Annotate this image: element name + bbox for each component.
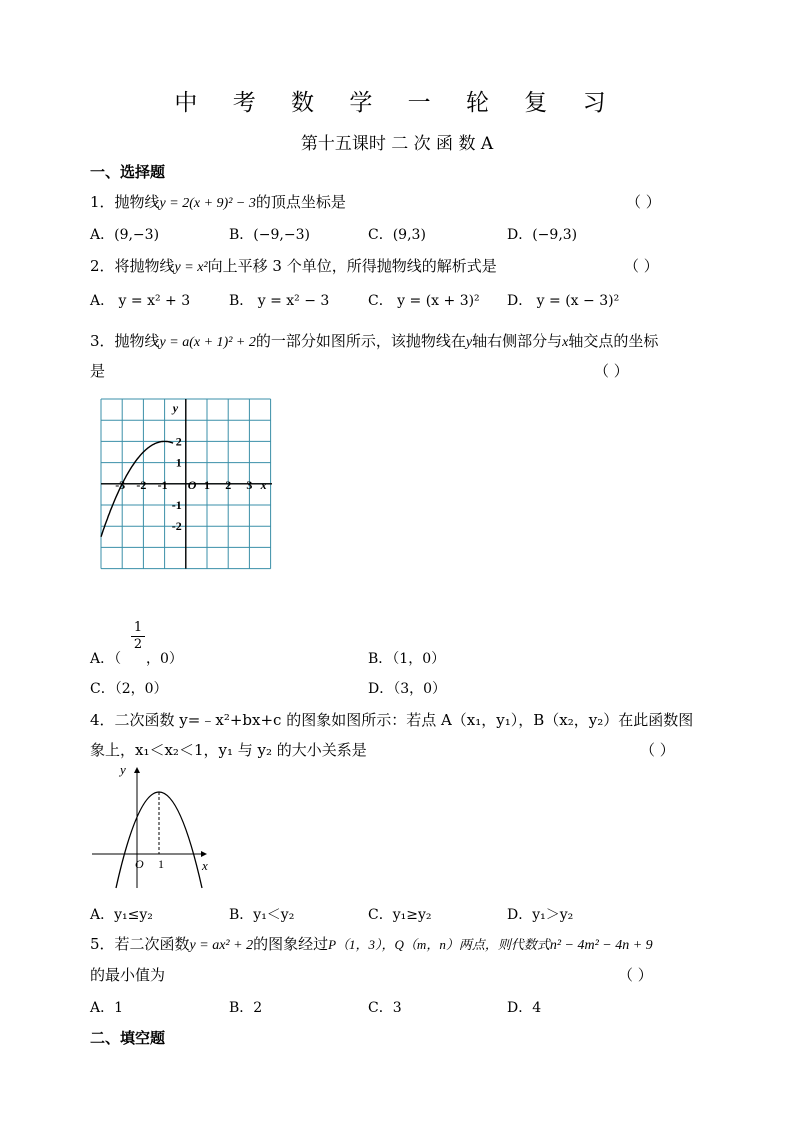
- fraction-denominator: 2: [133, 637, 143, 652]
- q4-x-label: x: [202, 858, 208, 873]
- question-3-suffix: 轴右侧部分与: [472, 332, 563, 350]
- question-2-suffix: 向上平移 3 个单位，所得抛物线的解析式是: [207, 257, 497, 275]
- fraction-numerator: 1: [133, 620, 143, 635]
- q5-option-b[interactable]: B．2: [229, 1000, 263, 1016]
- q3-option-c[interactable]: C．（2，0）: [90, 681, 168, 697]
- q4-option-b[interactable]: B．y₁＜y₂: [229, 907, 295, 923]
- question-5-line2: 的最小值为: [90, 966, 166, 984]
- q4-parabola-graph: [88, 762, 218, 894]
- page-subtitle: 第十五课时 二 次 函 数 A: [300, 134, 494, 154]
- q3-x-tick-label: 1: [204, 477, 210, 492]
- q1-option-a[interactable]: A．(9,−3): [90, 227, 160, 243]
- question-3-line2: 是: [90, 362, 106, 380]
- q3-option-b[interactable]: B．（1，0）: [368, 651, 446, 667]
- question-3-suffix2: 轴交点的坐标: [568, 332, 659, 350]
- q4-tick-1: 1: [158, 857, 164, 871]
- question-2-formula: y = x²: [174, 260, 208, 275]
- q3-y-tick-label: 2: [175, 434, 182, 449]
- question-3-middle: 的一部分如图所示，该抛物线在: [255, 332, 466, 350]
- answer-blank-4[interactable]: （ ）: [640, 741, 675, 759]
- q3-x-tick-label: -3: [115, 477, 126, 492]
- q5-option-d[interactable]: D．4: [507, 1000, 542, 1016]
- question-1: [90, 191, 346, 212]
- q3-y-label: y: [172, 401, 179, 415]
- q3-y-tick-label: -2: [171, 519, 182, 534]
- answer-blank-2[interactable]: （ ）: [624, 257, 659, 275]
- q2-option-b[interactable]: B． y = x² − 3: [229, 293, 330, 309]
- q4-option-a[interactable]: A．y₁≤y₂: [90, 907, 153, 923]
- question-5: [90, 933, 653, 954]
- q1-option-b[interactable]: B．(−9,−3): [229, 227, 310, 243]
- q2-option-d[interactable]: D． y = (x − 3)²: [507, 293, 620, 309]
- question-1-suffix: 的顶点坐标是: [255, 193, 346, 211]
- q3-x-tick-label: 3: [246, 477, 253, 492]
- question-3-prefix: 3．抛物线: [90, 332, 160, 350]
- question-3-yvar: y: [465, 335, 473, 350]
- q3-x-tick-label: O: [187, 477, 197, 492]
- q5-option-c[interactable]: C．3: [368, 1000, 402, 1016]
- answer-blank-3[interactable]: （ ）: [594, 362, 629, 380]
- page-title: 中 考 数 学 一 轮 复 习: [174, 90, 620, 116]
- question-3-formula: y = a(x + 1)² + 2: [159, 335, 256, 350]
- q3-tick-labels: [115, 401, 266, 533]
- q4-option-c[interactable]: C．y₁≥y₂: [368, 907, 432, 923]
- q3-y-tick-label: 1: [175, 455, 182, 470]
- question-5-formula: y = ax² + 2: [189, 938, 254, 953]
- section-fill-heading: 二、填空题: [90, 1029, 166, 1047]
- question-3-xvar: x: [562, 335, 569, 350]
- question-3: [90, 330, 658, 351]
- q3-x-tick-label: 2: [225, 477, 232, 492]
- question-5-expression: n² − 4m² − 4n + 9: [549, 938, 653, 953]
- question-4-line1: 4．二次函数 y=﹣x²+bx+c 的图象如图所示：若点 A（x₁，y₁），B（x₂，y₂）在此函数图: [90, 711, 694, 729]
- q3-option-d[interactable]: D．（3，0）: [368, 681, 447, 697]
- question-5-point-p: P（1，3），: [328, 937, 395, 952]
- question-4-line2: 象上，x₁＜x₂＜1，y₁ 与 y₂ 的大小关系是: [90, 741, 367, 759]
- q3-x-tick-label: -2: [136, 477, 147, 492]
- section-choice-heading: 一、选择题: [90, 163, 166, 181]
- question-5-middle: 的图象经过: [253, 935, 329, 953]
- q3-option-a-close: ，0）: [146, 651, 183, 667]
- question-1-formula: y = 2(x + 9)² − 3: [159, 196, 256, 211]
- question-1-prefix: 1．抛物线: [90, 193, 160, 211]
- q3-option-a-fraction: [131, 621, 145, 652]
- q1-option-c[interactable]: C．(9,3): [368, 227, 426, 243]
- q3-x-label: x: [260, 477, 267, 492]
- q5-option-a[interactable]: A．1: [90, 1000, 124, 1016]
- q3-x-tick-label: -1: [157, 477, 168, 492]
- q3-option-a[interactable]: [90, 648, 121, 668]
- q3-y-tick-label: -1: [171, 498, 182, 512]
- answer-blank-1[interactable]: （ ）: [626, 193, 661, 211]
- q3-option-a-open: A．（: [90, 651, 122, 667]
- q3-parabola-graph: [100, 398, 272, 570]
- q2-option-c[interactable]: C． y = (x + 3)²: [368, 293, 480, 309]
- answer-blank-5[interactable]: （ ）: [618, 966, 653, 984]
- question-5-point-q: Q（m，n）两点，则代数式: [394, 937, 550, 952]
- question-2-prefix: 2．将抛物线: [90, 257, 175, 275]
- q4-option-d[interactable]: D．y₁＞y₂: [507, 907, 574, 923]
- q2-option-a[interactable]: A． y = x² + 3: [90, 293, 191, 309]
- q1-option-d[interactable]: D．(−9,3): [507, 227, 578, 243]
- q4-y-label: y: [120, 762, 126, 777]
- q4-origin-label: O: [135, 857, 144, 871]
- question-5-prefix: 5．若二次函数: [90, 935, 190, 953]
- question-2: [90, 255, 497, 276]
